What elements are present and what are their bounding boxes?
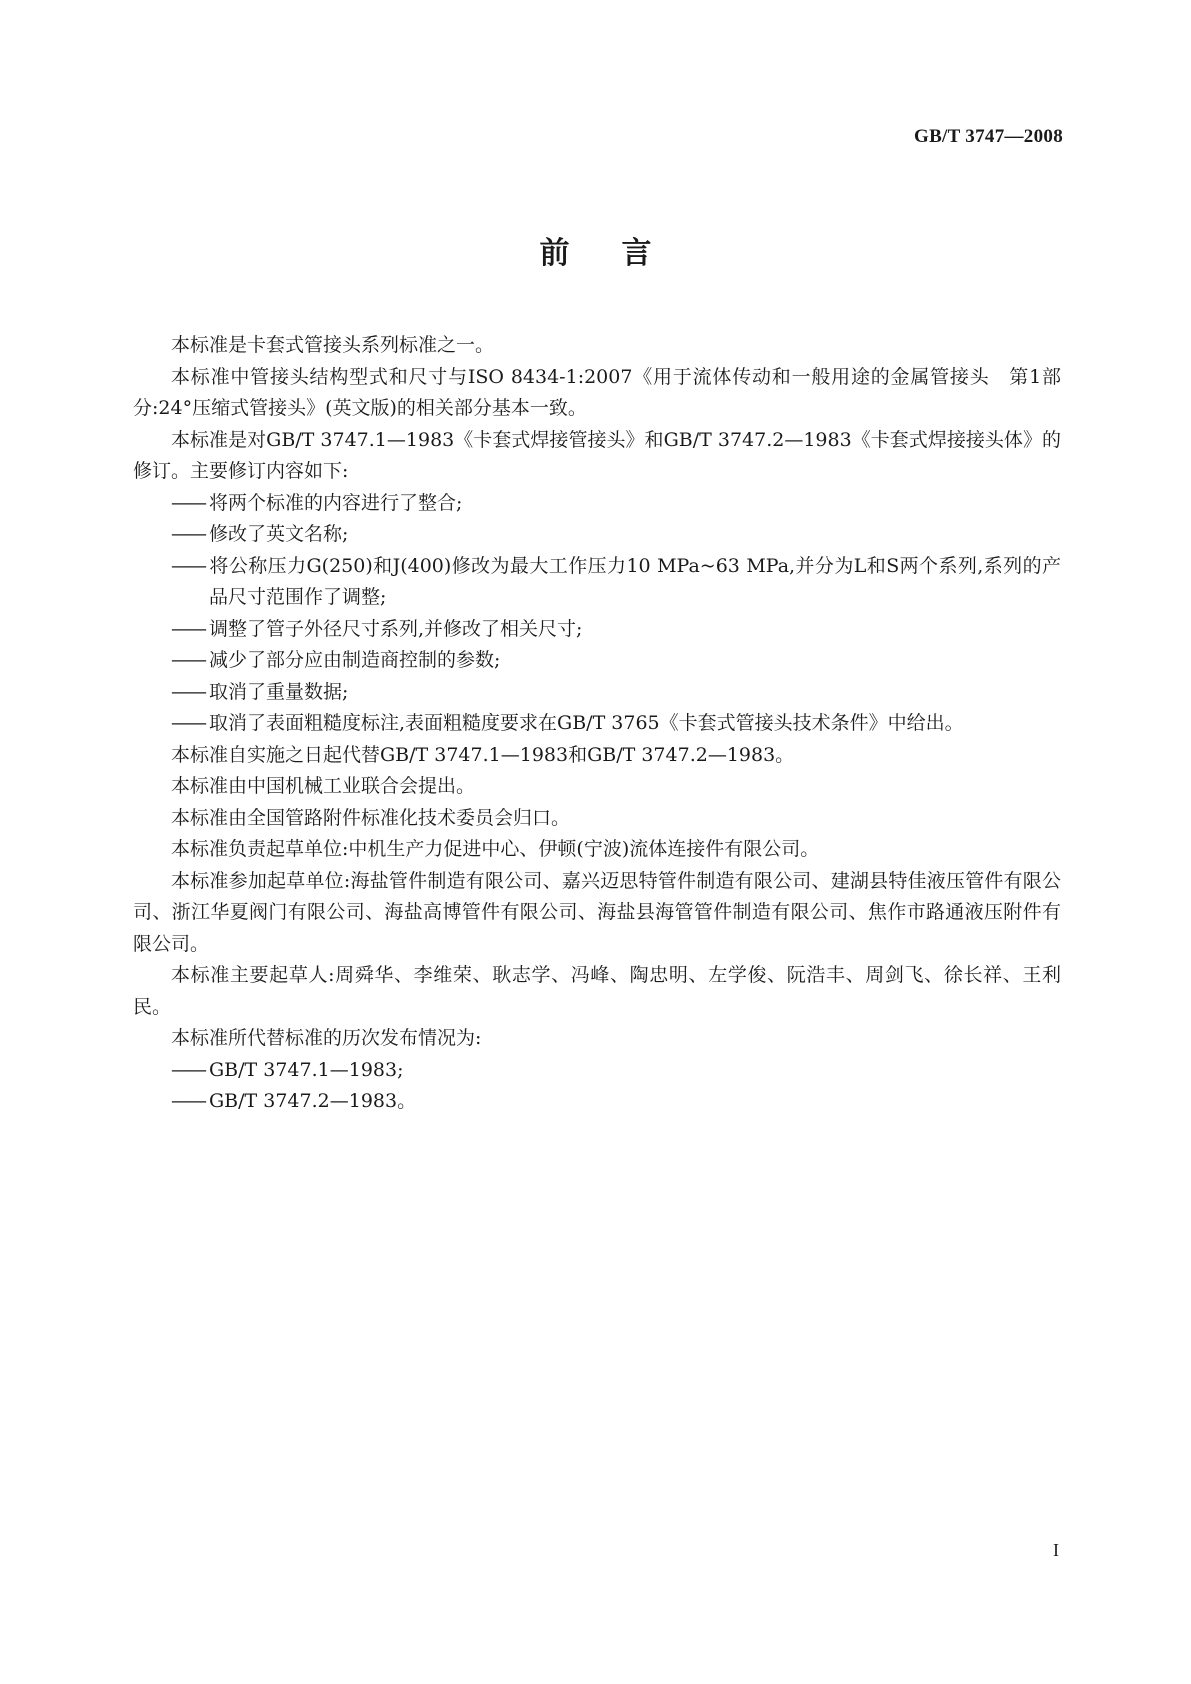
dash-mark: —— [171, 554, 205, 577]
replacement-paragraph: 本标准自实施之日起代替GB/T 3747.1—1983和GB/T 3747.2—1983。 [171, 743, 795, 766]
main-drafters-paragraph: 本标准主要起草人:周舜华、李维荣、耿志学、冯峰、陶忠明、左学俊、阮浩丰、周剑飞、徐长祥、王利民。 [133, 964, 1061, 1018]
page-title: 前言 [539, 236, 704, 271]
change-text: 减少了部分应由制造商控制的参数; [209, 649, 501, 671]
history-text: GB/T 3747.1—1983; [209, 1058, 404, 1081]
dash-mark: —— [171, 1058, 205, 1081]
revision-paragraph: 本标准是对GB/T 3747.1—1983《卡套式焊接管接头》和GB/T 3747.2—1983《卡套式焊接接头体》的修订。主要修订内容如下: [133, 428, 1061, 482]
change-item [133, 708, 1061, 740]
committee-paragraph: 本标准由全国管路附件标准化技术委员会归口。 [171, 806, 571, 829]
change-text: 将两个标准的内容进行了整合; [209, 491, 463, 514]
change-item [133, 677, 1061, 709]
dash-mark: —— [171, 1090, 205, 1112]
dash-mark: —— [171, 617, 205, 640]
dash-mark: —— [171, 680, 205, 703]
change-item [133, 614, 1061, 646]
dash-mark: —— [171, 523, 205, 545]
participating-drafters-paragraph: 本标准参加起草单位:海盐管件制造有限公司、嘉兴迈思特管件制造有限公司、建湖县特佳液压管件有限公司、浙江华夏阀门有限公司、海盐高博管件有限公司、海盐县海管管件制造有限公司、焦作市路通液压附件有限公司。 [133, 869, 1061, 955]
change-item [133, 551, 1061, 614]
standard-code: GB/T 3747—2008 [913, 126, 1063, 147]
change-item [133, 645, 1061, 677]
history-intro-paragraph: 本标准所代替标准的历次发布情况为: [171, 1027, 482, 1049]
proposer-paragraph: 本标准由中国机械工业联合会提出。 [171, 775, 476, 797]
history-item [133, 1086, 1061, 1118]
change-item [133, 488, 1061, 520]
change-text: 将公称压力G(250)和J(400)修改为最大工作压力10 MPa~63 MPa,并分为L和S两个系列,系列的产品尺寸范围作了调整; [209, 554, 1061, 608]
iso-reference-paragraph: 本标准中管接头结构型式和尺寸与ISO 8434-1:2007《用于流体传动和一般用途的金属管接头 第1部分:24°压缩式管接头》(英文版)的相关部分基本一致。 [133, 365, 1061, 419]
dash-mark: —— [171, 649, 205, 671]
change-item [133, 519, 1061, 551]
change-text: 修改了英文名称; [209, 523, 349, 545]
lead-drafter-paragraph: 本标准负责起草单位:中机生产力促进中心、伊顿(宁波)流体连接件有限公司。 [171, 838, 820, 860]
intro-paragraph: 本标准是卡套式管接头系列标准之一。 [171, 334, 495, 356]
document-body [133, 330, 1061, 1118]
change-text: 取消了重量数据; [209, 680, 349, 703]
history-text: GB/T 3747.2—1983。 [209, 1090, 417, 1112]
change-text: 调整了管子外径尺寸系列,并修改了相关尺寸; [209, 617, 583, 640]
change-text: 取消了表面粗糙度标注,表面粗糙度要求在GB/T 3765《卡套式管接头技术条件》中给出。 [209, 712, 964, 734]
history-item [133, 1055, 1061, 1087]
page-number: I [1053, 1540, 1059, 1560]
dash-mark: —— [171, 491, 205, 514]
dash-mark: —— [171, 712, 205, 734]
